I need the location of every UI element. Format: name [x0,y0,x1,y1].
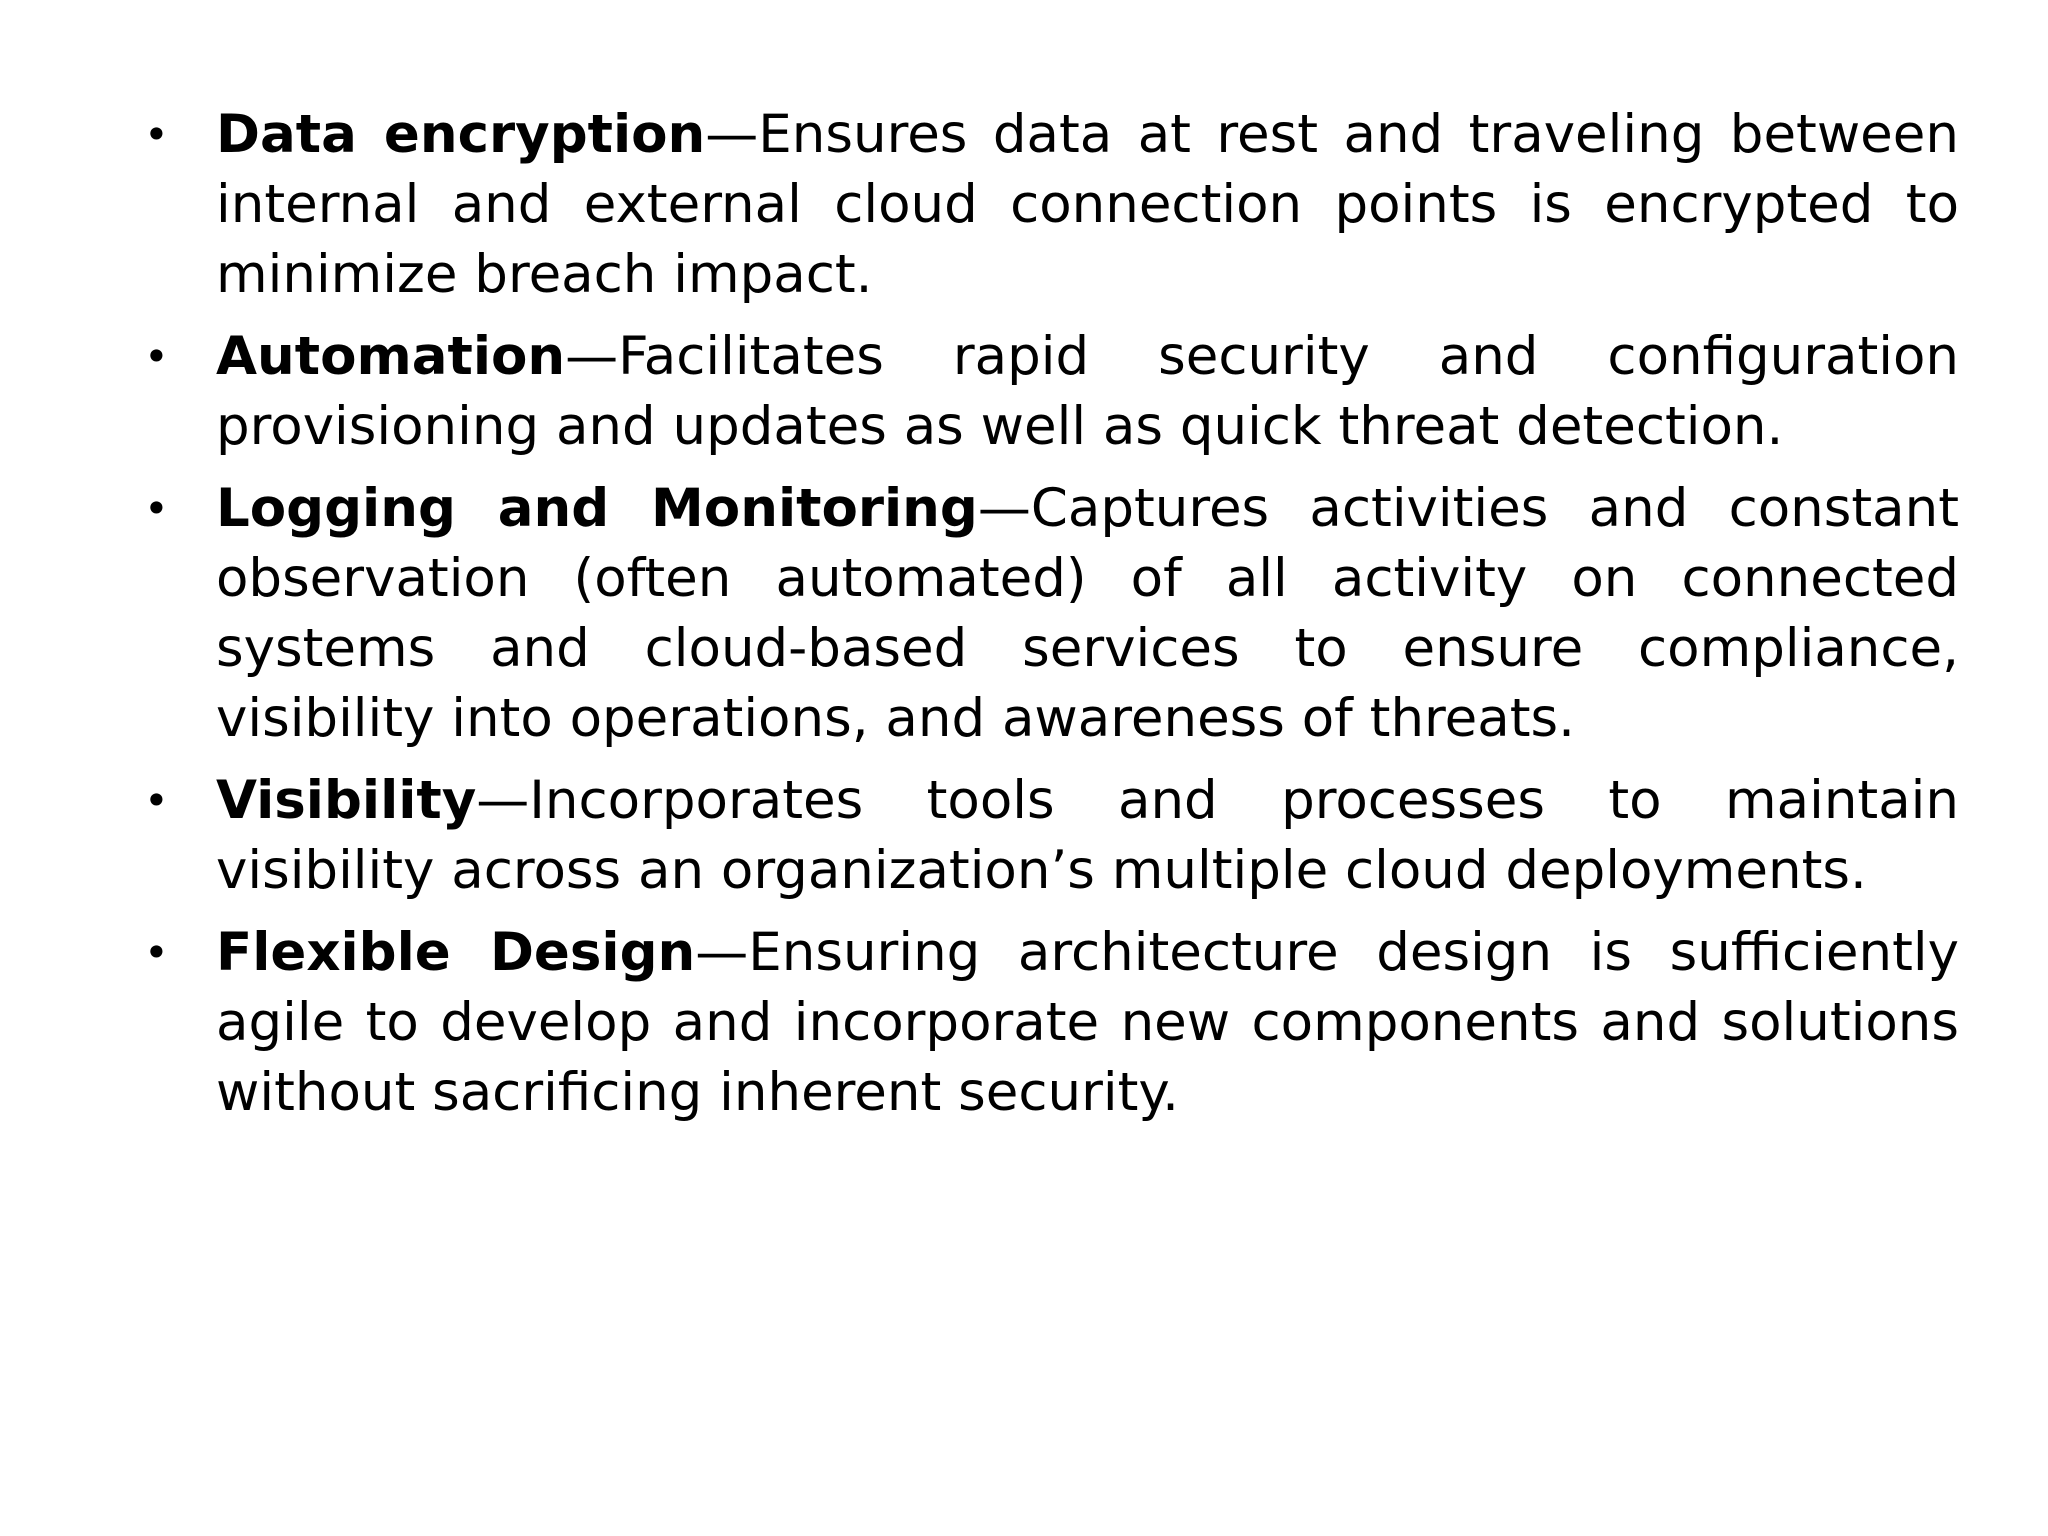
bullet-dot-icon: • [144,776,169,825]
bullet-dot-icon: • [144,928,169,977]
bullet-text [216,918,1959,1128]
bullet-dot-icon: • [144,110,169,159]
bullet-text [216,100,1959,310]
bullet-item-automation [0,322,2048,462]
bullet-term: Visibility [216,770,477,831]
bullet-description: —Facilitates rapid security and configuration provisioning and updates as well as quick threat detection. [216,326,1959,457]
bullet-item-logging-monitoring [0,474,2048,754]
bullet-description: —Captures activities and constant observation (often automated) of all activity on connected systems and cloud-based services to ensure compliance, visibility into operations, and awareness of threats. [216,478,1959,749]
bullet-term: Logging and Monitoring [216,478,978,539]
bullet-description: —Ensuring architecture design is sufficiently agile to develop and incorporate new components and solutions without sacrificing inherent security. [216,922,1959,1123]
bullet-text [216,766,1959,906]
bullet-term: Automation [216,326,566,387]
bullet-item-data-encryption [0,100,2048,310]
bullet-list [0,100,2048,1140]
bullet-term: Data encryption [216,104,706,165]
bullet-item-visibility [0,766,2048,906]
bullet-text [216,474,1959,754]
bullet-description: —Incorporates tools and processes to maintain visibility across an organization’s multiple cloud deployments. [216,770,1959,901]
bullet-item-flexible-design [0,918,2048,1128]
bullet-text [216,322,1959,462]
bullet-term: Flexible Design [216,922,696,983]
bullet-dot-icon: • [144,332,169,381]
bullet-dot-icon: • [144,484,169,533]
bullet-description: —Ensures data at rest and traveling between internal and external cloud connection points is encrypted to minimize breach impact. [216,104,1959,305]
